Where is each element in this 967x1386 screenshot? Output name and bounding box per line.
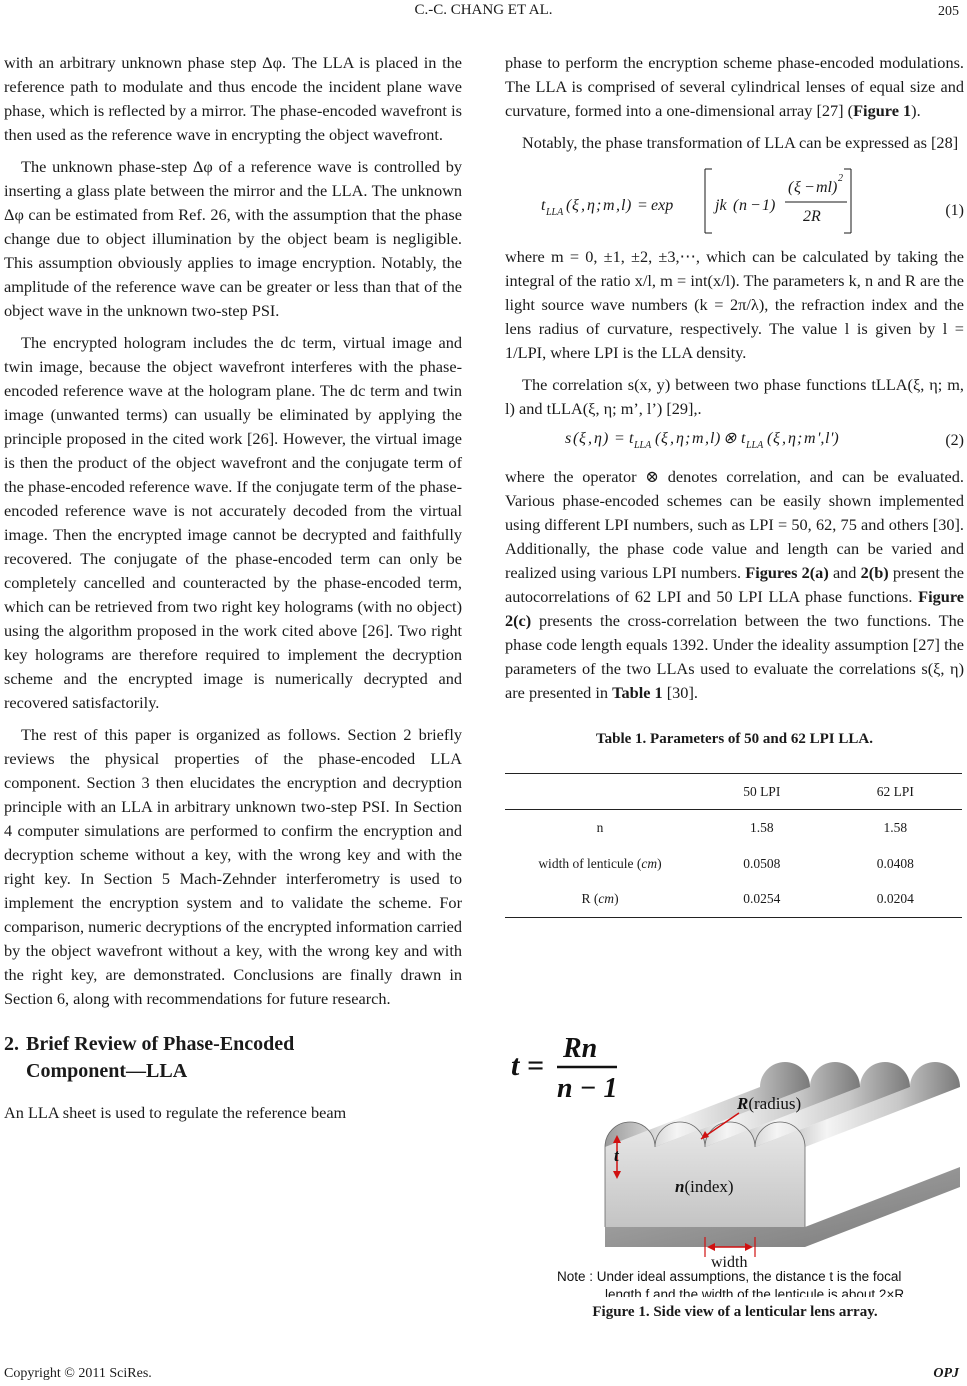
figure-lenticular-lens-array bbox=[505, 1027, 965, 1297]
svg-text:',: ', bbox=[817, 430, 825, 447]
table-row bbox=[505, 846, 962, 882]
svg-text:t: t bbox=[629, 430, 634, 447]
equation-number: (2) bbox=[945, 432, 964, 449]
table-header-cell: 62 LPI bbox=[876, 783, 914, 799]
table-cell: 0.0204 bbox=[876, 891, 914, 907]
table-cell: 0.0508 bbox=[743, 855, 781, 871]
lenticular-lens-illustration bbox=[505, 1027, 965, 1297]
svg-text:1): 1) bbox=[762, 197, 776, 214]
paragraph: phase to perform the encryption scheme phase-encoded modulations. The LLA is comprised of several cylindrical lenses of equal size and curvature, formed into a one-dimensional array [27] (Figure 1). bbox=[505, 53, 964, 120]
svg-text:(: ( bbox=[566, 197, 572, 214]
svg-text:η: η bbox=[587, 197, 595, 214]
paragraph: where m = 0, ±1, ±2, ±3,⋯, which can be calculated by taking the integral of the ratio x/l, m = int(x/l). The parameters k, n and R are the light source wave numbers (k = 2π/λ), the refraction index and the lens radius of curvature, respectively. The value l is given by l = 1/LPI, where LPI is the LLA density. bbox=[505, 247, 964, 362]
svg-text:,: , bbox=[588, 430, 592, 447]
svg-text:η: η bbox=[788, 430, 796, 447]
svg-text:,: , bbox=[581, 197, 585, 214]
svg-text:=: = bbox=[614, 430, 625, 447]
svg-text:m: m bbox=[804, 430, 816, 447]
svg-text:ξ: ξ bbox=[572, 197, 579, 214]
paragraph: The rest of this paper is organized as follows. Section 2 briefly reviews the physical properties of the phase-encoded LLA component. Section 3 then elucidates the encryption and decryption principle with an LLA in arbitrary unknown two-step PSI. In Section 4 computer simulations are performed to confirm the encryption and decryption scheme without a key, with the wrong key and with the right key. In Section 5 Mach-Zehnder interferometry is used to implement the encryption system and to validate the scheme. For comparison, numeric decryptions of the encrypted information carried by the object wavefront without a key, with the wrong key and with the right key, are demonstrated. Conclusions are finally drawn in Section 6, along with recommendations for future research. bbox=[4, 725, 462, 1008]
svg-text:m: m bbox=[692, 430, 704, 447]
svg-text:l: l bbox=[710, 430, 715, 447]
table-row bbox=[505, 810, 962, 846]
figure-note-line2: length f and the width of the lenticule is about 2×R bbox=[605, 1287, 905, 1297]
table-cell: 1.58 bbox=[749, 819, 774, 835]
svg-text:−: − bbox=[750, 197, 761, 214]
svg-text:2: 2 bbox=[838, 173, 843, 184]
section-title-line2: Component—LLA bbox=[26, 1060, 188, 1082]
svg-text:,: , bbox=[616, 197, 620, 214]
svg-text:m: m bbox=[603, 197, 615, 214]
svg-text:,: , bbox=[670, 430, 674, 447]
svg-text:t: t bbox=[541, 197, 546, 214]
figure-caption: Figure 1. Side view of a lenticular lens array. bbox=[592, 1304, 878, 1320]
equation-1-graphic bbox=[505, 159, 945, 241]
svg-text:η: η bbox=[676, 430, 684, 447]
svg-text:s: s bbox=[565, 430, 572, 447]
paragraph: An LLA sheet is used to regulate the reference beam bbox=[4, 1103, 347, 1122]
label-index: n(index) bbox=[675, 1177, 734, 1196]
svg-text:n: n bbox=[739, 197, 747, 214]
svg-text:,: , bbox=[782, 430, 786, 447]
svg-text:;: ; bbox=[596, 197, 602, 214]
svg-text:(: ( bbox=[733, 197, 739, 214]
svg-text:jk: jk bbox=[715, 197, 727, 214]
table-header-row bbox=[505, 774, 962, 810]
paragraph: with an arbitrary unknown phase step Δφ. The LLA is placed in the reference path to modulate and thus encode the incident plane wave phase, which is reflected by a mirror. The phase-encoded wavefront is then used as the reference wave in encrypting the object wavefront. bbox=[4, 53, 462, 144]
page-number: 205 bbox=[938, 4, 959, 19]
svg-text:(: ( bbox=[767, 430, 773, 447]
figure-note-line1: Note : Under ideal assumptions, the distance t is the focal bbox=[557, 1269, 902, 1284]
svg-text:): ) bbox=[626, 197, 632, 214]
svg-text:(: ( bbox=[573, 430, 579, 447]
svg-text:=: = bbox=[637, 197, 648, 214]
svg-text:LLA: LLA bbox=[634, 440, 652, 451]
label-width: width bbox=[711, 1254, 748, 1271]
formula-numerator: Rn bbox=[563, 1033, 598, 1064]
svg-text:η: η bbox=[594, 430, 602, 447]
running-header: C.-C. CHANG ET AL. bbox=[414, 2, 553, 18]
journal-footer: OPJ bbox=[933, 1366, 959, 1381]
svg-text:ml: ml bbox=[816, 179, 832, 196]
svg-text:t: t bbox=[741, 430, 746, 447]
svg-text:ξ: ξ bbox=[794, 179, 801, 196]
table-header-cell: 50 LPI bbox=[743, 783, 781, 799]
table-cell: n bbox=[596, 819, 604, 835]
svg-text:;: ; bbox=[685, 430, 691, 447]
section-heading bbox=[4, 1031, 462, 1085]
figure-ref: Figure 1 bbox=[853, 101, 912, 120]
svg-text:⊗: ⊗ bbox=[723, 430, 737, 447]
svg-text:−: − bbox=[804, 179, 815, 196]
table-cell: R (cm) bbox=[581, 891, 619, 907]
right-column bbox=[505, 51, 964, 918]
svg-text:l: l bbox=[825, 430, 830, 447]
table-caption: Table 1. Parameters of 50 and 62 LPI LLA. bbox=[596, 731, 873, 747]
svg-text:): ) bbox=[603, 430, 609, 447]
parameters-table bbox=[505, 773, 962, 918]
formula-denominator: n − 1 bbox=[557, 1073, 618, 1104]
paragraph: Notably, the phase transformation of LLA can be expressed as [28] bbox=[522, 133, 959, 152]
svg-text:'): ') bbox=[830, 430, 839, 447]
svg-text:): ) bbox=[832, 179, 838, 196]
label-radius: R(radius) bbox=[737, 1094, 802, 1113]
equation-2-graphic bbox=[505, 421, 945, 461]
svg-text:ξ: ξ bbox=[579, 430, 586, 447]
paragraph: where the operator ⊗ denotes correlation, and can be evaluated. Various phase-encoded schemes can be easily shown implemented using different LPI numbers, such as LPI = 50, 62, 75 and others [30]. Additionally, the phase code value and length can be varied and realized using various LPI numbers. Figures 2(a) and 2(b) present the autocorrelations of 62 LPI and 50 LPI LLA phase functions. Figure 2(c) presents the cross-correlation between the two functions. The phase code length equals 1392. Under the ideality assumption [27] the parameters of the two LLAs used to evaluate the correlations s(ξ, η) are presented in Table 1 [30]. bbox=[505, 467, 964, 702]
equation-2 bbox=[505, 421, 964, 461]
svg-text:exp: exp bbox=[651, 197, 674, 214]
paragraph: The correlation s(x, y) between two phase functions tLLA(ξ, η; m, l) and tLLA(ξ, η; m’, l’) [29],. bbox=[505, 375, 964, 418]
table-cell: 0.0408 bbox=[876, 855, 914, 871]
svg-text:2R: 2R bbox=[803, 208, 821, 225]
table-cell: 1.58 bbox=[883, 819, 908, 835]
formula-t: t = bbox=[511, 1049, 544, 1082]
equation-number: (1) bbox=[945, 202, 964, 219]
table-cell: 0.0254 bbox=[743, 891, 781, 907]
copyright-footer: Copyright © 2011 SciRes. bbox=[4, 1366, 152, 1381]
table-row bbox=[505, 882, 962, 918]
svg-text:LLA: LLA bbox=[746, 440, 764, 451]
svg-text:LLA: LLA bbox=[546, 207, 564, 218]
section-number: 2. bbox=[4, 1033, 19, 1055]
equation-1 bbox=[505, 159, 964, 241]
table-header-cell bbox=[505, 774, 695, 810]
section-title-line1: Brief Review of Phase-Encoded bbox=[26, 1033, 295, 1055]
svg-text:ξ: ξ bbox=[661, 430, 668, 447]
svg-text:ξ: ξ bbox=[773, 430, 780, 447]
svg-text:(: ( bbox=[655, 430, 661, 447]
table-cell: width of lenticule (cm) bbox=[538, 855, 662, 871]
label-t: t bbox=[614, 1146, 619, 1165]
svg-text:l: l bbox=[621, 197, 626, 214]
paragraph: The encrypted hologram includes the dc term, virtual image and twin image, because the object wavefront interferes with the phase-encoded reference wave at the hologram plane. The dc term and twin image (unwanted terms) can usually be eliminated by applying the principle proposed in the cited work [26]. However, the virtual image is then the product of the object wavefront and the conjugate term of the phase-encoded reference wave. If the conjugate term of the phase-encoded reference wave is not accurately decoded from the virtual image. Then the encrypted image cannot be decrypted and faithfully recovered. The conjugate of the phase-encoded term can only be completely cancelled and counteracted by the phase-encoded term, which can be retrieved from two right key holograms (with no object) using the algorithm proposed in the work cited above [26]. Two right key holograms are therefore required to implement the decryption scheme and the encrypted image is numerically decrypted and recovered satisfactorily. bbox=[4, 333, 462, 712]
svg-text:;: ; bbox=[797, 430, 803, 447]
svg-text:(: ( bbox=[788, 179, 794, 196]
left-column bbox=[4, 51, 462, 1125]
svg-text:,: , bbox=[705, 430, 709, 447]
paragraph: The unknown phase-step Δφ of a reference wave is controlled by inserting a glass plate between the mirror and the LLA. The unknown Δφ can be estimated from Ref. 26, with the assumption that the phase change due to object illumination by the object beam is negligible. This assumption obviously applies to image encryption. Notably, the amplitude of the reference wave can be greater or less than that of the object wave in the unknown two-step PSI. bbox=[4, 157, 462, 320]
svg-text:): ) bbox=[715, 430, 721, 447]
